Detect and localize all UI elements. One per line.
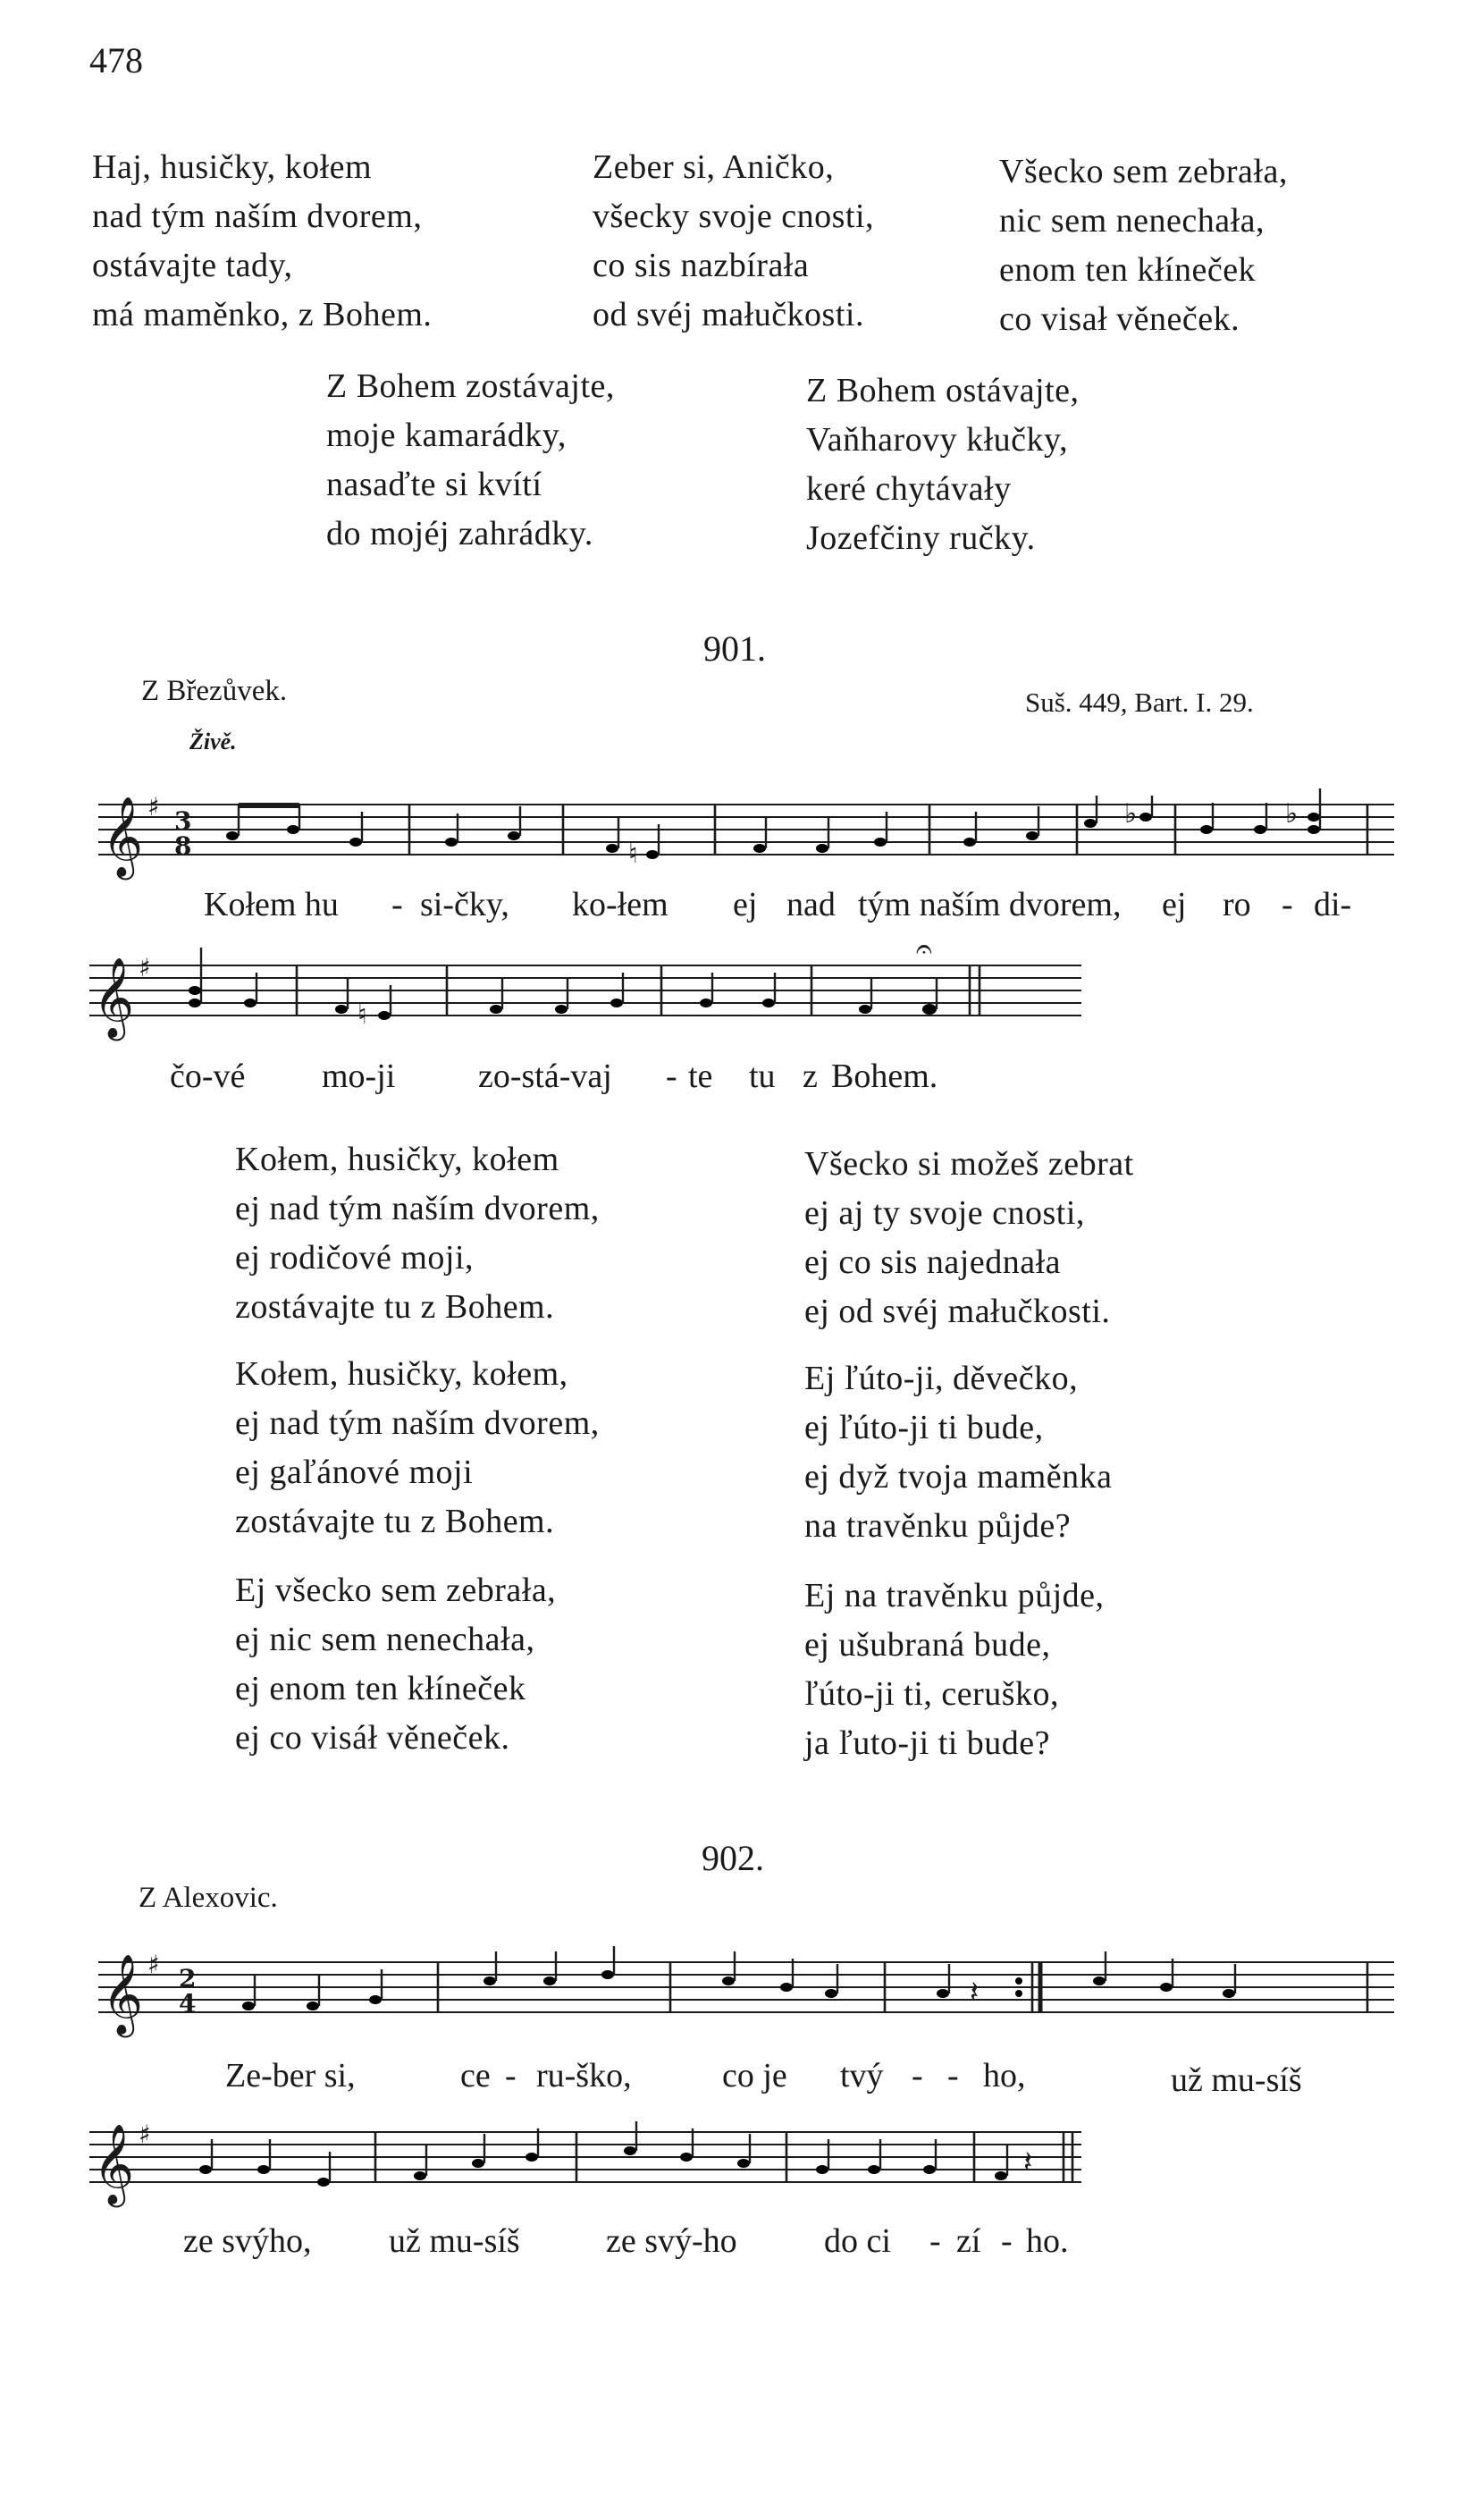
flat-icon: ♭ [1124,798,1138,830]
verse-line: ej co visáł věneček. [235,1719,510,1757]
note-head [995,2171,1007,2180]
lyric-syllable: si-čky, [420,886,509,923]
verse-line: ej nic sem nenechała, [235,1621,535,1658]
music-staff-902-line1 [98,1935,1394,2043]
note-head [610,999,623,1007]
note-head [490,1005,502,1014]
lyric-syllable: Ze-ber si, [225,2057,356,2094]
note-head [963,838,976,847]
stanza-901-right-3 [804,1572,1105,1768]
lyric-syllable: di- [1314,886,1352,923]
verse-line: nic sem nenechała, [999,202,1265,240]
verse-line: Ej na travěnku půjde, [804,1577,1105,1614]
treble-clef-icon: 𝄞 [102,796,144,877]
lyric-hyphen: - [666,1058,677,1095]
lyric-syllable: nad [786,886,836,923]
verse-line: Jozefčiny ručky. [806,519,1036,557]
note-head [349,838,362,847]
note-head [189,999,201,1007]
stanza-901-left-2 [235,1350,600,1547]
verse-line: Ej ľúto-ji, děvečko, [804,1360,1079,1397]
lyric-syllable: te [688,1058,713,1095]
sharp-icon: ♯ [147,1950,160,1979]
verse-line: ej od svéj małučkosti. [804,1293,1111,1330]
lyric-syllable: ho, [983,2057,1026,2094]
note-head [680,2153,693,2162]
song-number-901: 901. [703,628,766,669]
song-origin-901: Z Březůvek. [141,675,288,707]
verse-line: ej nad tým naším dvorem, [235,1190,600,1227]
note-head [624,2146,636,2155]
note-head [1307,813,1320,822]
fermata-icon: 𝄐 [916,931,932,965]
note-head [226,831,239,840]
stanza-901-left-3 [235,1566,556,1763]
lyric-syllable: tvý [840,2057,884,2094]
lyric-syllable: ce [460,2057,491,2094]
stanza-901-right-1 [804,1140,1134,1336]
note-head [317,2178,330,2187]
lyric-syllable: do ci [824,2222,891,2260]
lyric-syllable: už mu-síš [1171,2061,1302,2099]
lyric-syllable: ze svý-ho [606,2222,737,2260]
note-head [445,838,458,847]
note-head [242,2002,255,2010]
verse-line: Haj, husičky, kołem [92,148,373,186]
verse-line: co visał věneček. [999,300,1240,338]
verse-line: ej aj ty svoje cnosti, [804,1194,1085,1232]
top-stanza-1 [92,143,432,340]
top-stanza-5 [806,367,1080,563]
sharp-icon: ♯ [139,953,151,982]
verse-line: enom ten kłíneček [999,251,1257,289]
lyric-syllable: ej [733,886,758,923]
lyric-syllable: zo-stá-vaj [478,1058,612,1095]
note-head [1026,831,1038,840]
lyric-syllable: čo-vé [170,1058,246,1095]
music-staff-901-line2 [89,931,1081,1046]
lyric-hyphen: - [1282,886,1293,923]
note-head [369,1995,382,2004]
natural-icon: ♮ [357,999,367,1031]
lyric-syllable: už mu-síš [389,2222,520,2260]
note-head [923,2165,936,2174]
lyric-syllable: zí [956,2222,981,2260]
song-number-902: 902. [702,1838,764,1878]
note-head [189,986,201,995]
note-head [646,850,659,859]
repeat-dot [1015,1977,1022,1985]
verse-line: všecky svoje cnosti, [593,198,875,235]
lyric-syllable: tým naším dvorem, [858,886,1122,923]
lyric-syllable: Kołem hu [204,886,339,923]
treble-clef-icon: 𝄞 [93,957,135,1038]
natural-icon: ♮ [628,839,638,870]
note-head [1254,825,1266,834]
note-head [780,1983,793,1992]
note-head [335,1005,348,1014]
verse-line: Všecko sem zebrała, [999,153,1288,190]
time-signature-top: 3 [174,806,192,836]
quarter-rest-icon: 𝄽 [1023,2145,1033,2180]
verse-line: na travěnku půjde? [804,1507,1072,1545]
lyric-hyphen: - [947,2057,959,2094]
note-head [874,838,887,847]
music-staff-901-line1 [98,778,1394,885]
note-head [700,999,712,1007]
verse-line: ja ľuto-ji ti bude? [804,1724,1051,1762]
note-head [737,2159,750,2168]
note-head [722,1976,735,1985]
note-head [555,1005,568,1014]
note-head [1200,825,1213,834]
verse-line: ej ľúto-ji ti bude, [804,1409,1044,1446]
verse-line: ej co sis najednała [804,1243,1062,1281]
lyric-hyphen: - [505,2057,517,2094]
note-head [526,2153,538,2162]
lyric-syllable: ko-łem [572,886,668,923]
verse-line: ľúto-ji ti, ceruško, [804,1675,1060,1713]
top-stanza-4 [326,362,615,559]
lyric-syllable: ze svýho, [183,2222,312,2260]
verse-line: ej dyž tvoja maměnka [804,1458,1113,1496]
lyric-syllable: ho. [1026,2222,1069,2260]
note-head [922,1004,937,1015]
time-signature-bottom: 8 [174,831,192,861]
verse-line: Vaňharovy kłučky, [806,421,1069,459]
stanza-901-left-1 [235,1135,600,1332]
verse-line: zostávajte tu z Bohem. [235,1503,555,1540]
time-signature-top: 2 [179,1964,197,1993]
time-signature-bottom: 4 [179,1989,197,2019]
note-head [414,2171,426,2180]
verse-line: ej ušubraná bude, [804,1626,1051,1664]
note-head [816,844,828,853]
song-source-901: Suš. 449, Bart. I. 29. [1025,687,1254,718]
lyric-hyphen: - [929,2222,941,2260]
verse-line: nasaďte si kvítí [326,466,542,503]
note-head [287,825,299,834]
lyric-syllable: ej [1162,886,1187,923]
lyric-syllable: ru-ško, [536,2057,632,2094]
music-staff-902-line2 [89,2105,1081,2212]
lyric-syllable: tu [749,1058,776,1095]
song-origin-902: Z Alexovic. [139,1882,278,1914]
note-head [472,2159,484,2168]
stanza-901-right-2 [804,1354,1113,1551]
lyric-syllable: z [803,1058,818,1095]
note-head [937,1989,949,1998]
verse-line: do mojéj zahrádky. [326,515,593,552]
sharp-icon: ♯ [139,2120,151,2149]
verse-line: ej rodičové moji, [235,1239,475,1277]
verse-line: co sis nazbírała [593,247,810,284]
verse-line: keré chytávały [806,470,1012,508]
verse-line: Ej všecko sem zebrała, [235,1572,557,1609]
note-head [1139,813,1152,822]
page-number: 478 [89,40,143,80]
top-stanza-3 [999,147,1288,344]
flat-icon: ♭ [1285,798,1299,830]
lyric-syllable: mo-ji [322,1058,396,1095]
lyric-syllable: co je [722,2057,787,2094]
note-head [257,2165,270,2174]
verse-line: od svéj małučkosti. [593,296,864,333]
verse-line: má maměnko, z Bohem. [92,296,433,333]
verse-line: ej nad tým naším dvorem, [235,1404,600,1442]
verse-line: moje kamarádky, [326,417,567,454]
lyric-syllable: ro [1223,886,1251,923]
note-head [1223,1989,1235,1998]
repeat-dot [1015,1990,1022,1997]
note-head [868,2165,880,2174]
verse-line: Všecko si možeš zebrat [804,1145,1134,1183]
verse-line: ej enom ten kłíneček [235,1670,526,1707]
verse-line: nad tým naším dvorem, [92,198,423,235]
verse-line: ostávajte tady, [92,247,293,284]
verse-line: Zeber si, Aničko, [593,148,835,186]
note-head [825,1989,837,1998]
note-head [816,2165,828,2174]
treble-clef-icon: 𝄞 [93,2124,135,2204]
note-head [543,1976,556,1985]
tempo-marking: Živě. [189,729,237,754]
quarter-rest-icon: 𝄽 [970,1975,980,2010]
note-head [1084,819,1097,828]
top-stanza-2 [593,143,874,340]
note-head [606,844,618,853]
verse-line: Kołem, husičky, kołem, [235,1355,568,1393]
note-head [601,1970,614,1979]
lyric-hyphen: - [391,886,403,923]
note-head [483,1976,496,1985]
verse-line: ej gaľánové moji [235,1454,474,1491]
note-head [859,1005,871,1014]
lyric-syllable: Bohem. [831,1058,938,1095]
sharp-icon: ♯ [147,792,160,822]
lyric-hyphen: - [1001,2222,1013,2260]
note-head [1160,1983,1173,1992]
note-head [199,2165,212,2174]
verse-line: Kołem, husičky, kołem [235,1141,559,1178]
note-head [753,844,766,853]
lyric-hyphen: - [912,2057,923,2094]
note-head [307,2002,319,2010]
treble-clef-icon: 𝄞 [102,1954,144,2035]
note-head [244,999,256,1007]
verse-line: Z Bohem zostávajte, [326,367,615,405]
note-head [762,999,775,1007]
note-head [508,831,520,840]
verse-line: Z Bohem ostávajte, [806,372,1080,409]
note-head [378,1011,391,1020]
note-head [1307,825,1320,834]
note-head [1093,1976,1106,1985]
verse-line: zostávajte tu z Bohem. [235,1288,555,1326]
